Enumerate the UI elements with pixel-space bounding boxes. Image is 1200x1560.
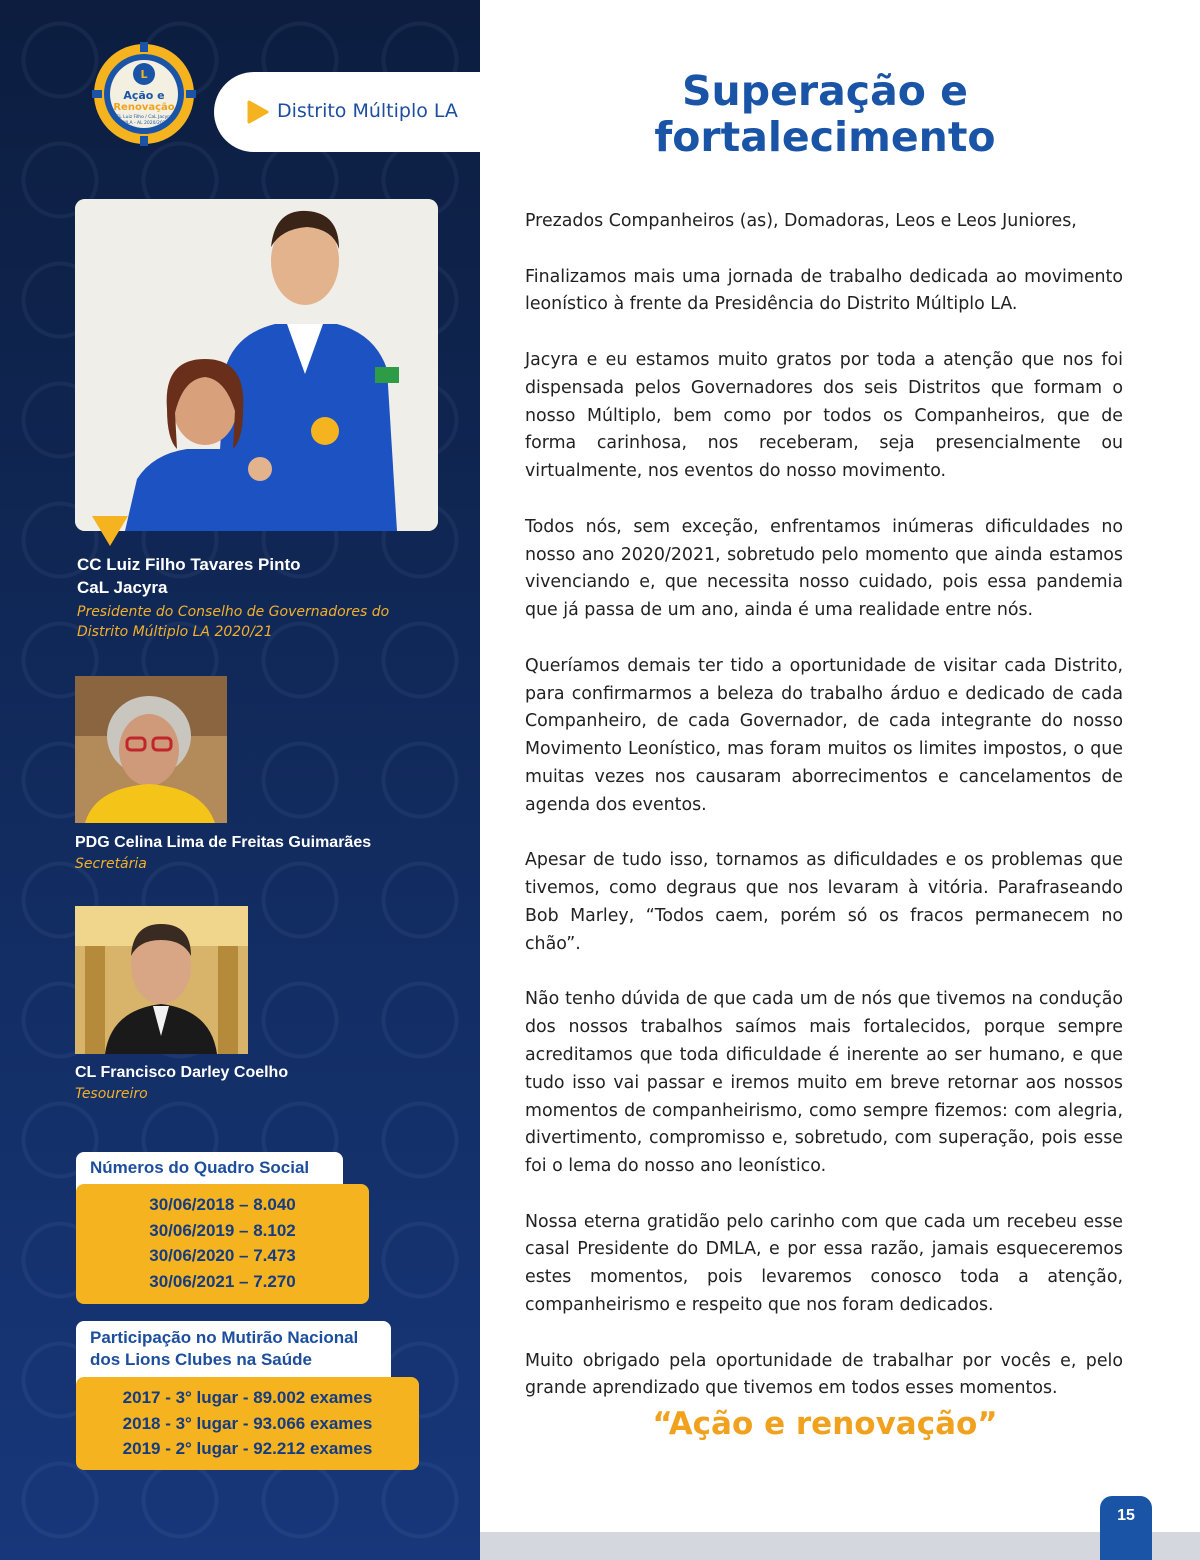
acao-e-renovacao-seal-logo <box>92 42 196 146</box>
couple-photo <box>75 199 438 531</box>
article-title: Superação e fortalecimento <box>654 67 996 161</box>
svg-text:Renovação: Renovação <box>113 102 175 113</box>
footer-bar <box>480 1532 1200 1560</box>
play-arrow-icon <box>244 99 270 125</box>
person-role-president: Presidente do Conselho de Governadores do Distrito Múltiplo LA 2020/21 <box>77 604 390 640</box>
quadro-social-values <box>76 1184 369 1304</box>
mutirao-row: 2019 - 2° lugar - 92.212 exames <box>122 1439 373 1458</box>
page-number: 15 <box>1100 1496 1152 1560</box>
article-body <box>525 208 1123 1431</box>
article-paragraph: Todos nós, sem exceção, enfrentamos inúmeras dificuldades no nosso ano 2020/2021, sobretudo pelo momento que ainda estamos vivenciando e, que necessita nosso cuidado, pois essa pandemia que já passa de um ano, ainda é uma realidade entre nós. <box>525 516 1123 621</box>
mutirao-row: 2017 - 3° lugar - 89.002 exames <box>122 1388 373 1407</box>
svg-text:CL Luiz Filho / CaL Jacyra: CL Luiz Filho / CaL Jacyra <box>116 115 172 120</box>
article-paragraph: Jacyra e eu estamos muito gratos por toda a atenção que nos foi dispensada pelos Governadores dos seis Distritos que formam o nosso Múltiplo, bem como por todos os Companheiros, que de forma carinhosa, nos receberam, seja presencialmente ou virtualmente, nos eventos do nosso movimento. <box>525 349 1123 482</box>
person-name-luiz-filho: CC Luiz Filho Tavares Pinto CaL Jacyra <box>77 555 301 597</box>
quadro-social-row: 30/06/2018 – 8.040 <box>149 1195 296 1214</box>
svg-text:L: L <box>140 68 148 81</box>
mutirao-title: Participação no Mutirão Nacional dos Lions Clubes na Saúde <box>76 1321 391 1387</box>
person-role-treasurer: Tesoureiro <box>75 1086 148 1102</box>
article-paragraph: Muito obrigado pela oportunidade de trabalhar por vocês e, pelo grande aprendizado que tivemos em todos esses momentos. <box>525 1350 1123 1399</box>
person-name-francisco: CL Francisco Darley Coelho <box>75 1064 289 1081</box>
quadro-social-row: 30/06/2020 – 7.473 <box>149 1246 296 1265</box>
article-paragraph: Nossa eterna gratidão pelo carinho com que cada um recebeu esse casal Presidente do DMLA, e por essa razão, jamais esqueceremos estes momentos, pois levaremos conosco toda a atenção, companheirismo e respeito que nos foram dedicados. <box>525 1211 1123 1316</box>
caption-pointer-icon <box>92 516 128 546</box>
person-role-secretary: Secretária <box>75 856 147 872</box>
closing-quote: “Ação e renovação” <box>652 1406 998 1442</box>
mutirao-values <box>76 1377 419 1470</box>
article-paragraph: Finalizamos mais uma jornada de trabalho dedicada ao movimento leonístico à frente da Presidência do Distrito Múltiplo LA. <box>525 266 1123 315</box>
quadro-social-row: 30/06/2021 – 7.270 <box>149 1271 296 1291</box>
svg-text:DMLA - AL 2020/2021: DMLA - AL 2020/2021 <box>119 121 169 126</box>
quadro-social-row: 30/06/2019 – 8.102 <box>149 1220 296 1240</box>
article-paragraph: Queríamos demais ter tido a oportunidade de visitar cada Distrito, para confirmarmos a beleza do trabalho árduo e dedicado de cada Companheiro, de cada Governador, de cada integrante do nosso Movimento Leonístico, mas foram muitos os limites impostos, o que muitas vezes nos causaram aborrecimentos e cancelamentos de agenda dos eventos. <box>525 655 1123 815</box>
section-label: Distrito Múltiplo LA <box>277 100 458 122</box>
article-paragraph: Apesar de tudo isso, tornamos as dificuldades e os problemas que tivemos, como degraus que nos levaram à vitória. Parafraseando Bob Marley, “Todos caem, porém só os fracos permanecem no chão”. <box>525 850 1123 954</box>
person-name-celina: PDG Celina Lima de Freitas Guimarães <box>75 834 372 851</box>
article-paragraph: Não tenho dúvida de que cada um de nós que tivemos na condução dos nossos trabalhos saímos mais fortalecidos, porque sempre acreditamos que toda dificuldade é inerente ao ser humano, e que tudo isso vai passar e iremos muito em breve retornar aos nossos momentos de companheirismo, como sempre fizemos: com alegria, divertimento, compromisso e, sobretudo, com superação, pois esse foi o lema do nosso ano leonístico. <box>525 989 1123 1177</box>
celina-photo <box>75 676 227 823</box>
mutirao-row: 2018 - 3° lugar - 93.066 exames <box>122 1413 373 1433</box>
svg-text:Ação e: Ação e <box>123 89 165 102</box>
article-paragraph: Prezados Companheiros (as), Domadoras, Leos e Leos Juniores, <box>525 211 1077 231</box>
quadro-social-title: Números do Quadro Social <box>76 1152 343 1194</box>
francisco-photo <box>75 906 248 1054</box>
